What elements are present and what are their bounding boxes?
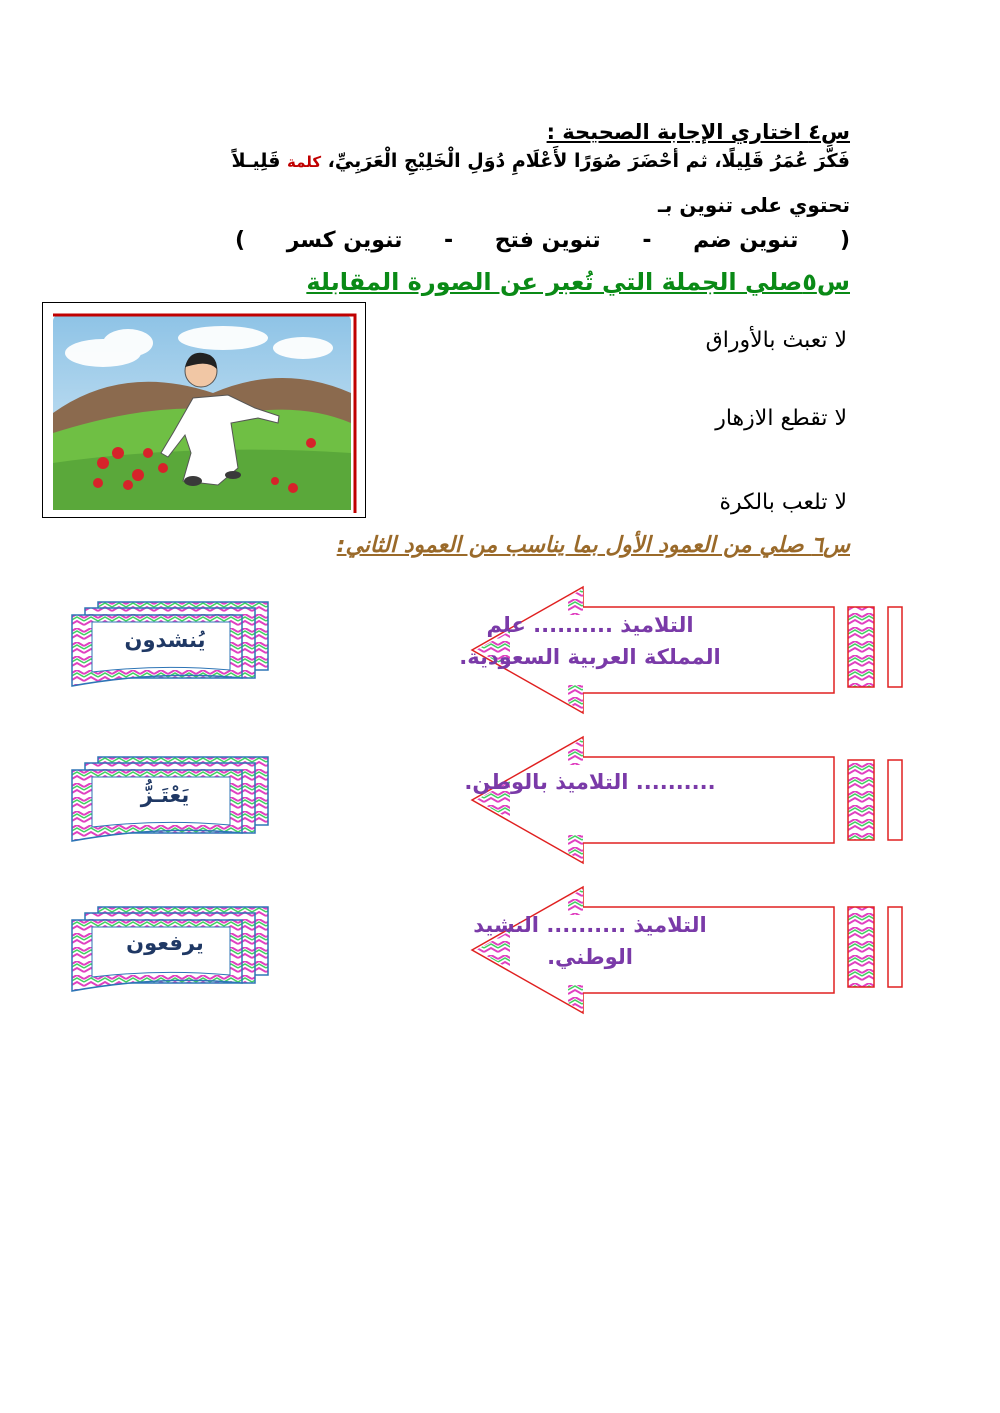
option-separator: - bbox=[443, 228, 454, 253]
card-2-word: يَعْتَـزُّ bbox=[140, 783, 190, 807]
card-3-word: يرفعون bbox=[126, 931, 204, 955]
option-separator: - bbox=[642, 228, 652, 253]
arrow-sentence-2[interactable] bbox=[464, 735, 905, 865]
q5-sentence-3[interactable]: لا تلعب بالكرة bbox=[719, 490, 847, 515]
q5-sentence-1[interactable]: لا تعبث بالأوراق bbox=[705, 328, 847, 353]
close-paren: ) bbox=[235, 228, 246, 253]
question-5-heading: س٥صلي الجملة التي تُعبر عن الصورة المقابلة bbox=[306, 268, 850, 296]
q5-sentence-2[interactable]: لا تقطع الازهار bbox=[715, 406, 847, 431]
boy-in-flower-field-image bbox=[42, 302, 366, 518]
open-paren: ( bbox=[839, 228, 850, 253]
question-4-prompt: تحتوي على تنوين بـ bbox=[658, 193, 850, 217]
card-1-word: يُنشدون bbox=[124, 628, 206, 652]
word-card-2[interactable] bbox=[70, 755, 270, 845]
arrow-sentence-3[interactable] bbox=[470, 885, 905, 1015]
arrow-3-line-2: الوطني. bbox=[547, 944, 633, 969]
question-4-heading: س٤ اختاري الإجابة الصحيحة : bbox=[546, 120, 850, 144]
option-damma[interactable]: تنوين ضم bbox=[693, 228, 799, 253]
word-label: كلمة bbox=[287, 153, 322, 171]
question-6-heading: س٦ صلي من العمود الأول بما يناسب من العمود الثاني: bbox=[336, 533, 850, 558]
option-kasra[interactable]: تنوين كسر bbox=[286, 228, 403, 253]
arrow-sentence-1[interactable] bbox=[459, 585, 905, 715]
arrow-3-line-1: التلاميذ .......... النشيد bbox=[473, 913, 707, 937]
question-4-sentence bbox=[130, 150, 850, 172]
arrow-2-line-1: .......... التلاميذ بالوطن. bbox=[464, 770, 716, 794]
word-card-1[interactable] bbox=[70, 600, 270, 690]
question-4-options bbox=[235, 228, 850, 253]
option-fatha[interactable]: تنوين فتح bbox=[494, 228, 601, 253]
arrow-1-line-1: التلاميذ .......... علم bbox=[486, 613, 694, 637]
word-card-3[interactable] bbox=[70, 905, 270, 995]
sentence-text: فَكَّرَ عُمَرُ قَلِيلًا، ثم أحْضَرَ صُوَرًا لأَعْلَامِ دُوَلِ الْخَلِيْجِ الْعَرَبِيِّ، bbox=[327, 150, 850, 172]
target-word: قَلِيـلاً bbox=[231, 150, 281, 172]
arrow-1-line-2: المملكة العربية السعودية. bbox=[459, 644, 721, 669]
